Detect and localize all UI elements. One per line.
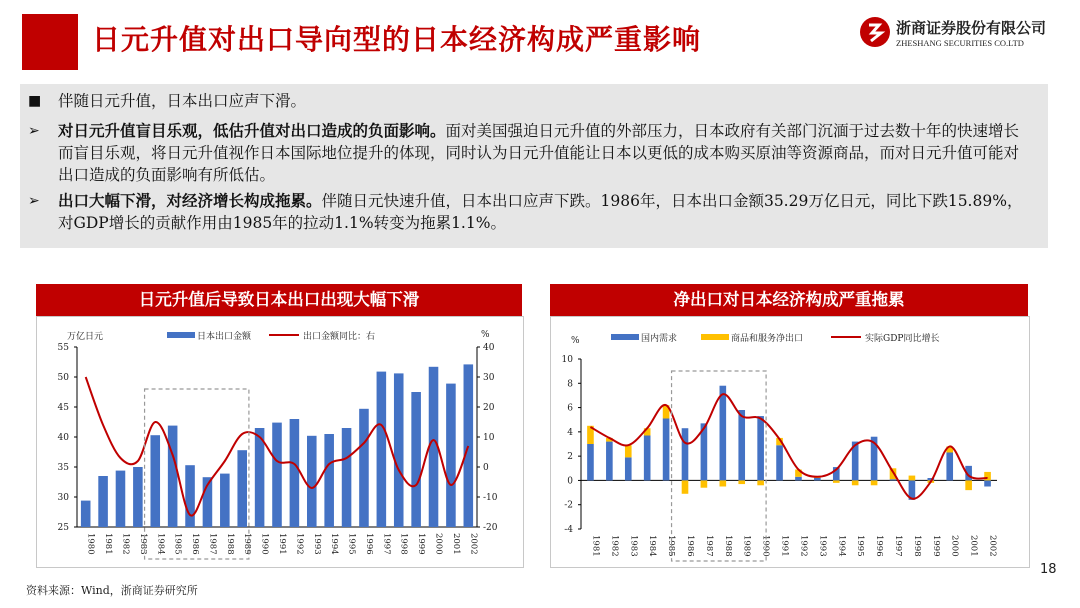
bar-net-export-1994	[833, 480, 840, 482]
bar-export-1989	[237, 450, 247, 527]
legend-swatch-bar	[701, 334, 729, 340]
company-logo	[860, 14, 1060, 54]
y2-tick-label: 20	[483, 403, 495, 413]
y-tick-label: 40	[57, 433, 69, 443]
x-tick-label: 1997	[381, 533, 392, 555]
legend-label: 出口金额同比：右	[303, 332, 376, 342]
bar-export-1994	[324, 434, 334, 527]
x-tick-label: 1994	[836, 535, 847, 557]
bullet-2-bold: 对日元升值盲目乐观，低估升值对出口造成的负面影响。	[58, 121, 446, 140]
bar-domestic-1985	[663, 419, 670, 481]
bar-domestic-1981	[587, 444, 594, 480]
x-tick-label: 1998	[398, 533, 409, 555]
x-tick-label: 2000	[949, 535, 960, 557]
x-tick-label: 1984	[647, 535, 658, 557]
y2-tick-label: 10	[483, 433, 495, 443]
x-tick-label: 1982	[120, 533, 131, 555]
export-chart	[37, 317, 523, 567]
bar-export-1992	[290, 419, 300, 527]
x-tick-label: 1982	[609, 535, 620, 557]
y2-axis-label: %	[481, 330, 490, 340]
bar-export-1991	[272, 423, 282, 527]
bullet-2	[28, 120, 1030, 186]
y2-tick-label: 0	[483, 463, 489, 473]
x-tick-label: 1987	[207, 533, 218, 555]
x-tick-label: 1996	[363, 533, 374, 555]
x-tick-label: 2002	[468, 533, 479, 555]
bar-domestic-1984	[644, 436, 651, 481]
y2-tick-label: -20	[483, 523, 498, 533]
x-tick-label: 1998	[911, 535, 922, 557]
bar-export-1985	[168, 426, 178, 527]
x-tick-label: 2001	[968, 535, 979, 557]
square-bullet-icon: ■	[28, 93, 42, 109]
bar-net-export-1996	[871, 480, 878, 485]
bar-export-1982	[116, 471, 126, 527]
bar-export-2002	[464, 364, 474, 527]
x-tick-label: 1983	[137, 533, 148, 555]
y-tick-label: 0	[567, 476, 573, 487]
x-tick-label: 1986	[685, 535, 695, 557]
left-chart-title: 日元升值后导致日本出口出现大幅下滑	[36, 284, 522, 316]
y2-tick-label: 30	[483, 373, 495, 383]
x-tick-label: 2001	[450, 533, 461, 555]
bar-domestic-1989	[738, 410, 745, 480]
bar-domestic-1991	[776, 445, 783, 480]
right-chart-panel	[550, 316, 1030, 568]
source-note: 资料来源：Wind，浙商证券研究所	[26, 584, 198, 597]
x-tick-label: 1995	[855, 535, 866, 557]
y-tick-label: 4	[567, 427, 573, 438]
arrow-bullet-icon: ➢	[28, 193, 40, 209]
x-tick-label: 1990	[760, 535, 771, 557]
bar-export-1990	[255, 428, 265, 527]
x-tick-label: 1995	[346, 533, 357, 555]
logo-mark-icon	[860, 17, 890, 47]
y-tick-label: 2	[567, 452, 573, 463]
x-tick-label: 1993	[817, 535, 828, 557]
arrow-bullet-icon: ➢	[28, 123, 40, 139]
logo-company-name-en: ZHESHANG SECURITIES CO.LTD	[896, 38, 1024, 48]
bar-net-export-1990	[757, 480, 764, 485]
bar-export-1980	[81, 501, 91, 527]
x-tick-label: 1994	[329, 533, 340, 555]
x-tick-label: 1986	[190, 533, 201, 555]
right-chart-title: 净出口对日本经济构成严重拖累	[550, 284, 1028, 316]
bar-export-1981	[98, 476, 108, 527]
bar-net-export-1983	[625, 445, 632, 457]
y2-tick-label: 40	[483, 343, 495, 353]
bullet-2-text: 面对美国强迫日元升值的外部压力，日本政府有关部门沉湎于过去数十年的快速增长而盲目乐观，将日元升值视作日本国际地位提升的体现，同时认为日元升值能让日本以更低的成本购买原油等资源商品，而对日元升值可能对出口造成的负面影响有所低估。	[58, 122, 1020, 184]
y-tick-label: 8	[567, 379, 573, 390]
x-tick-label: 1987	[703, 535, 714, 557]
x-tick-label: 1981	[103, 533, 114, 555]
x-tick-label: 1988	[722, 535, 733, 557]
logo-company-name: 浙商证券股份有限公司	[896, 19, 1047, 37]
bar-domestic-1986	[682, 428, 689, 480]
page-title: 日元升值对出口导向型的日本经济构成严重影响	[92, 23, 702, 56]
title-accent-block	[22, 14, 78, 70]
bar-export-1986	[185, 465, 195, 527]
bar-export-1988	[220, 474, 230, 527]
bar-net-export-2001	[965, 480, 972, 490]
bullet-1	[28, 90, 1030, 112]
y-tick-label: -4	[564, 525, 573, 535]
x-tick-label: 1991	[277, 533, 287, 555]
y-axis-label: %	[571, 336, 580, 346]
y-tick-label: 6	[567, 403, 573, 414]
x-tick-label: 1996	[874, 535, 885, 557]
bar-domestic-2002	[984, 480, 991, 486]
legend-label: 实际GDP同比增长	[865, 334, 940, 344]
bar-net-export-1987	[701, 480, 708, 487]
bar-domestic-1982	[606, 442, 613, 481]
bar-domestic-1993	[814, 478, 821, 480]
x-tick-label: 1990	[259, 533, 270, 555]
x-tick-label: 2002	[987, 535, 998, 557]
bar-export-1999	[411, 392, 421, 527]
y-tick-label: 30	[57, 493, 69, 503]
x-tick-label: 1989	[242, 533, 253, 555]
bar-export-1983	[133, 467, 143, 527]
x-tick-label: 1992	[798, 535, 809, 557]
legend-swatch-bar	[167, 332, 195, 338]
legend-label: 国内需求	[641, 334, 678, 344]
bar-domestic-1990	[757, 416, 764, 480]
x-tick-label: 1993	[311, 533, 322, 555]
bar-export-1993	[307, 436, 317, 527]
x-tick-label: 1984	[155, 533, 166, 555]
bullet-3	[28, 190, 1030, 234]
x-tick-label: 1985	[666, 535, 677, 557]
x-tick-label: 1988	[224, 533, 235, 555]
bar-domestic-1983	[625, 457, 632, 480]
bullet-1-text: 伴随日元升值，日本出口应声下滑。	[58, 92, 307, 110]
x-tick-label: 1989	[741, 535, 752, 557]
bar-export-1995	[342, 428, 352, 527]
page-number: 18	[1040, 562, 1057, 577]
bar-export-2001	[446, 384, 456, 527]
legend-label: 日本出口金额	[197, 332, 252, 342]
x-tick-label: 1997	[893, 535, 903, 557]
bar-export-1997	[377, 372, 387, 527]
x-tick-label: 2000	[433, 533, 444, 555]
y-tick-label: 45	[57, 403, 69, 413]
bar-domestic-1997	[890, 479, 897, 480]
bar-net-export-1989	[738, 480, 745, 484]
gdp-contribution-chart	[551, 317, 1029, 567]
x-tick-label: 1985	[172, 533, 183, 555]
legend-label: 商品和服务净出口	[731, 334, 804, 344]
bullet-3-text: 伴随日元快速升值，日本出口应声下跌。1986年，日本出口金额35.29万亿日元，同比下跌15.89%，对GDP增长的贡献作用由1985年的拉动1.1%转变为拖累1.1%。	[58, 192, 1023, 232]
bar-net-export-1998	[909, 476, 916, 481]
x-tick-label: 1981	[590, 535, 601, 557]
bullet-3-bold: 出口大幅下滑，对经济增长构成拖累。	[58, 191, 322, 210]
legend-swatch-bar	[611, 334, 639, 340]
left-chart-panel	[36, 316, 524, 568]
bar-domestic-2000	[946, 453, 953, 481]
bar-domestic-1992	[795, 477, 802, 481]
bar-domestic-1988	[720, 386, 727, 481]
bar-export-1996	[359, 409, 369, 527]
bar-export-1984	[150, 435, 160, 527]
y-tick-label: 55	[57, 343, 69, 353]
y-tick-label: -2	[564, 500, 573, 511]
bar-net-export-1995	[852, 480, 859, 485]
y-axis-label: 万亿日元	[67, 332, 104, 342]
y2-tick-label: -10	[483, 493, 498, 503]
y-tick-label: 35	[57, 463, 69, 473]
y-tick-label: 25	[57, 523, 69, 533]
summary-textbox	[20, 84, 1048, 248]
x-tick-label: 1999	[930, 535, 941, 557]
x-tick-label: 1980	[85, 533, 96, 555]
bar-net-export-1986	[682, 480, 689, 493]
y-tick-label: 50	[57, 373, 69, 383]
x-tick-label: 1992	[294, 533, 305, 555]
x-tick-label: 1983	[628, 535, 639, 557]
bar-net-export-2002	[984, 472, 991, 481]
bar-net-export-1988	[720, 480, 727, 486]
x-tick-label: 1991	[779, 535, 790, 557]
y-tick-label: 10	[561, 355, 573, 365]
bar-export-1998	[394, 373, 404, 527]
x-tick-label: 1999	[416, 533, 427, 555]
